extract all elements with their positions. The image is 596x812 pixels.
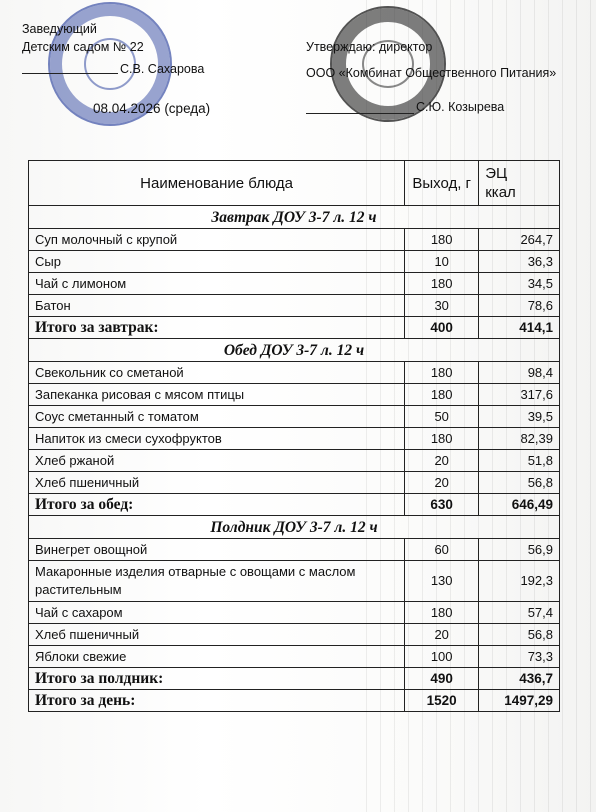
right-approver-title: Утверждаю: директор [306, 40, 433, 54]
total-row-breakfast: Итого за завтрак: 400 414,1 [29, 317, 560, 339]
column-header-yield: Выход, г [405, 161, 479, 206]
table-row: Яблоки свежие 100 73,3 [29, 646, 560, 668]
left-approver-org: Детским садом № 22 [22, 40, 144, 54]
document-date: 08.04.2026 (среда) [93, 101, 211, 116]
column-header-name: Наименование блюда [29, 161, 405, 206]
section-breakfast [29, 206, 560, 229]
left-signer: С.В. Сахарова [120, 62, 205, 76]
document-header [0, 0, 596, 150]
menu-table [28, 160, 560, 712]
table-row: Макаронные изделия отварные с овощами с маслом растительным 130 192,3 [29, 561, 560, 602]
table-header-row [29, 161, 560, 206]
table-row: Хлеб пшеничный 20 56,8 [29, 624, 560, 646]
right-signer: С.Ю. Козырева [416, 100, 505, 114]
section-title: Завтрак ДОУ 3-7 л. 12 ч [29, 206, 560, 229]
table-row: Хлеб ржаной 20 51,8 [29, 450, 560, 472]
left-approver-title: Заведующий [22, 22, 97, 36]
section-title: Обед ДОУ 3-7 л. 12 ч [29, 339, 560, 362]
section-lunch [29, 339, 560, 362]
left-signature-line [22, 73, 118, 74]
table-row: Суп молочный с крупой 180 264,7 [29, 229, 560, 251]
table-row: Батон 30 78,6 [29, 295, 560, 317]
table-row: Чай с лимоном 180 34,5 [29, 273, 560, 295]
section-snack [29, 516, 560, 539]
total-row-day: Итого за день: 1520 1497,29 [29, 690, 560, 712]
total-row-snack: Итого за полдник: 490 436,7 [29, 668, 560, 690]
section-title: Полдник ДОУ 3-7 л. 12 ч [29, 516, 560, 539]
right-approver-org: ООО «Комбинат Общественного Питания» [306, 66, 557, 80]
column-header-energy: ЭЦ ккал [479, 161, 560, 206]
table-row: Свекольник со сметаной 180 98,4 [29, 362, 560, 384]
table-row: Сыр 10 36,3 [29, 251, 560, 273]
table-row: Соус сметанный с томатом 50 39,5 [29, 406, 560, 428]
table-row: Хлеб пшеничный 20 56,8 [29, 472, 560, 494]
total-row-lunch: Итого за обед: 630 646,49 [29, 494, 560, 516]
table-row: Запеканка рисовая с мясом птицы 180 317,6 [29, 384, 560, 406]
right-signature-line [306, 113, 414, 114]
table-row: Напиток из смеси сухофруктов 180 82,39 [29, 428, 560, 450]
table-row: Винегрет овощной 60 56,9 [29, 539, 560, 561]
table-row: Чай с сахаром 180 57,4 [29, 602, 560, 624]
